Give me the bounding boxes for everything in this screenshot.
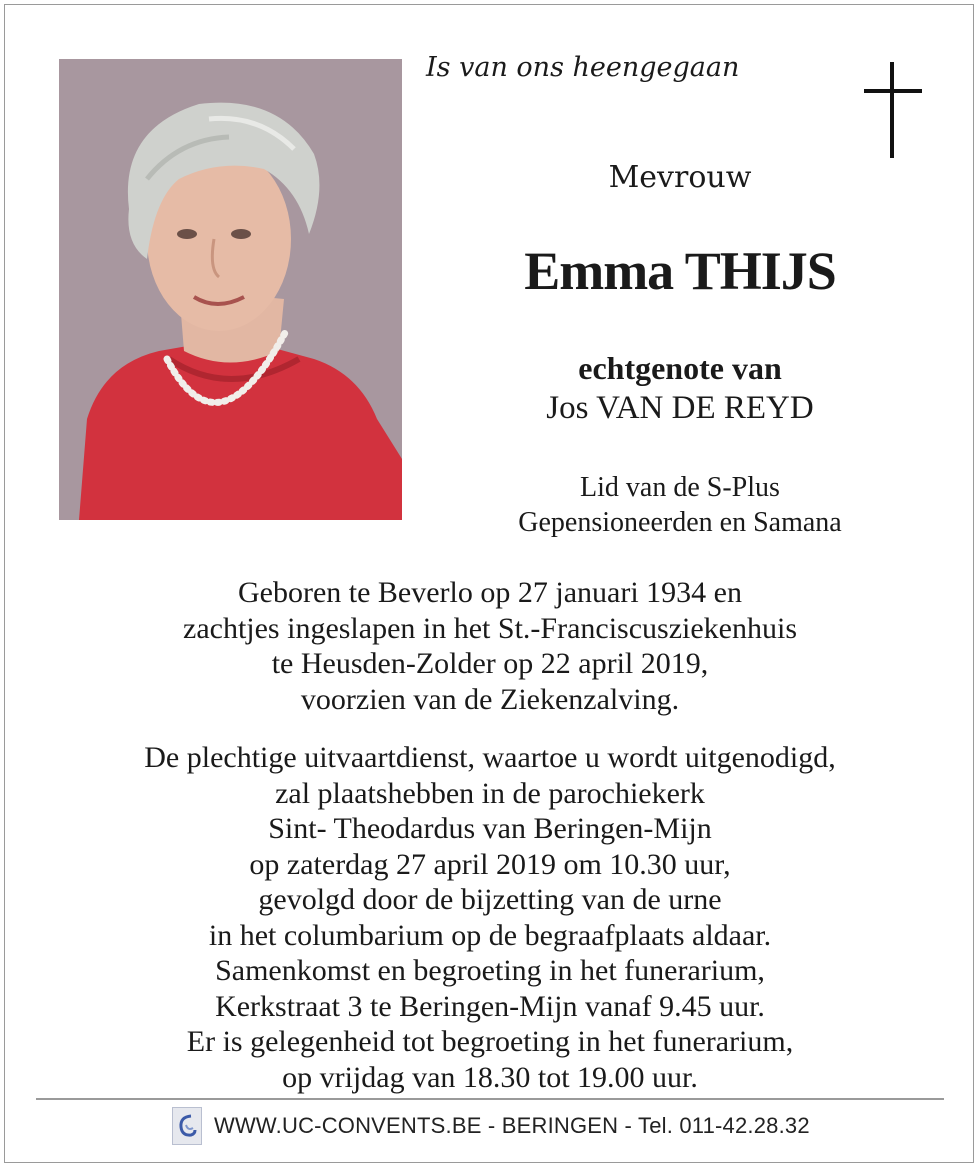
- membership: [420, 470, 940, 540]
- footer: [172, 1106, 810, 1146]
- membership-line: Lid van de S-Plus: [580, 472, 780, 503]
- contact-info: WWW.UC-CONVENTS.BE - BERINGEN - Tel. 011-42.28.32: [214, 1113, 810, 1138]
- deceased-name: Emma THIJS: [524, 241, 836, 301]
- cross-icon: [864, 62, 922, 158]
- funeral-home-logo-icon: [172, 1107, 202, 1145]
- honorific: Mevrouw: [608, 160, 752, 195]
- intro-text: Is van ons heengegaan: [426, 52, 740, 83]
- text-line: Er is gelegenheid tot begroeting in het funerarium,: [186, 1025, 794, 1058]
- spouse-name: Jos VAN DE REYD: [546, 390, 814, 426]
- funeral-details-paragraph: [40, 740, 940, 1095]
- text-line: gevolgd door de bijzetting van de urne: [258, 883, 722, 916]
- text-line: op zaterdag 27 april 2019 om 10.30 uur,: [249, 847, 731, 881]
- spouse-label: echtgenote van: [578, 350, 782, 386]
- text-line: zachtjes ingeslapen in het St.-Franciscusziekenhuis: [183, 611, 797, 645]
- text-line: Sint- Theodardus van Beringen-Mijn: [268, 812, 712, 845]
- text-line: in het columbarium op de begraafplaats aldaar.: [208, 918, 772, 952]
- footer-divider: [36, 1098, 944, 1100]
- text-line: voorzien van de Ziekenzalving.: [300, 682, 680, 716]
- text-line: op vrijdag van 18.30 tot 19.00 uur.: [282, 1060, 698, 1094]
- text-line: De plechtige uitvaartdienst, waartoe u wordt uitgenodigd,: [144, 741, 836, 774]
- text-line: zal plaatshebben in de parochiekerk: [275, 776, 705, 810]
- birth-death-paragraph: [40, 575, 940, 717]
- text-line: Samenkomst en begroeting in het funerarium,: [215, 954, 765, 987]
- text-line: te Heusden-Zolder op 22 april 2019,: [271, 647, 709, 680]
- portrait-photo: [59, 59, 402, 520]
- text-line: Geboren te Beverlo op 27 januari 1934 en: [237, 576, 742, 609]
- text-line: Kerkstraat 3 te Beringen-Mijn vanaf 9.45 uur.: [215, 989, 765, 1023]
- membership-line: Gepensioneerden en Samana: [518, 507, 842, 538]
- portrait-illustration: [59, 59, 402, 520]
